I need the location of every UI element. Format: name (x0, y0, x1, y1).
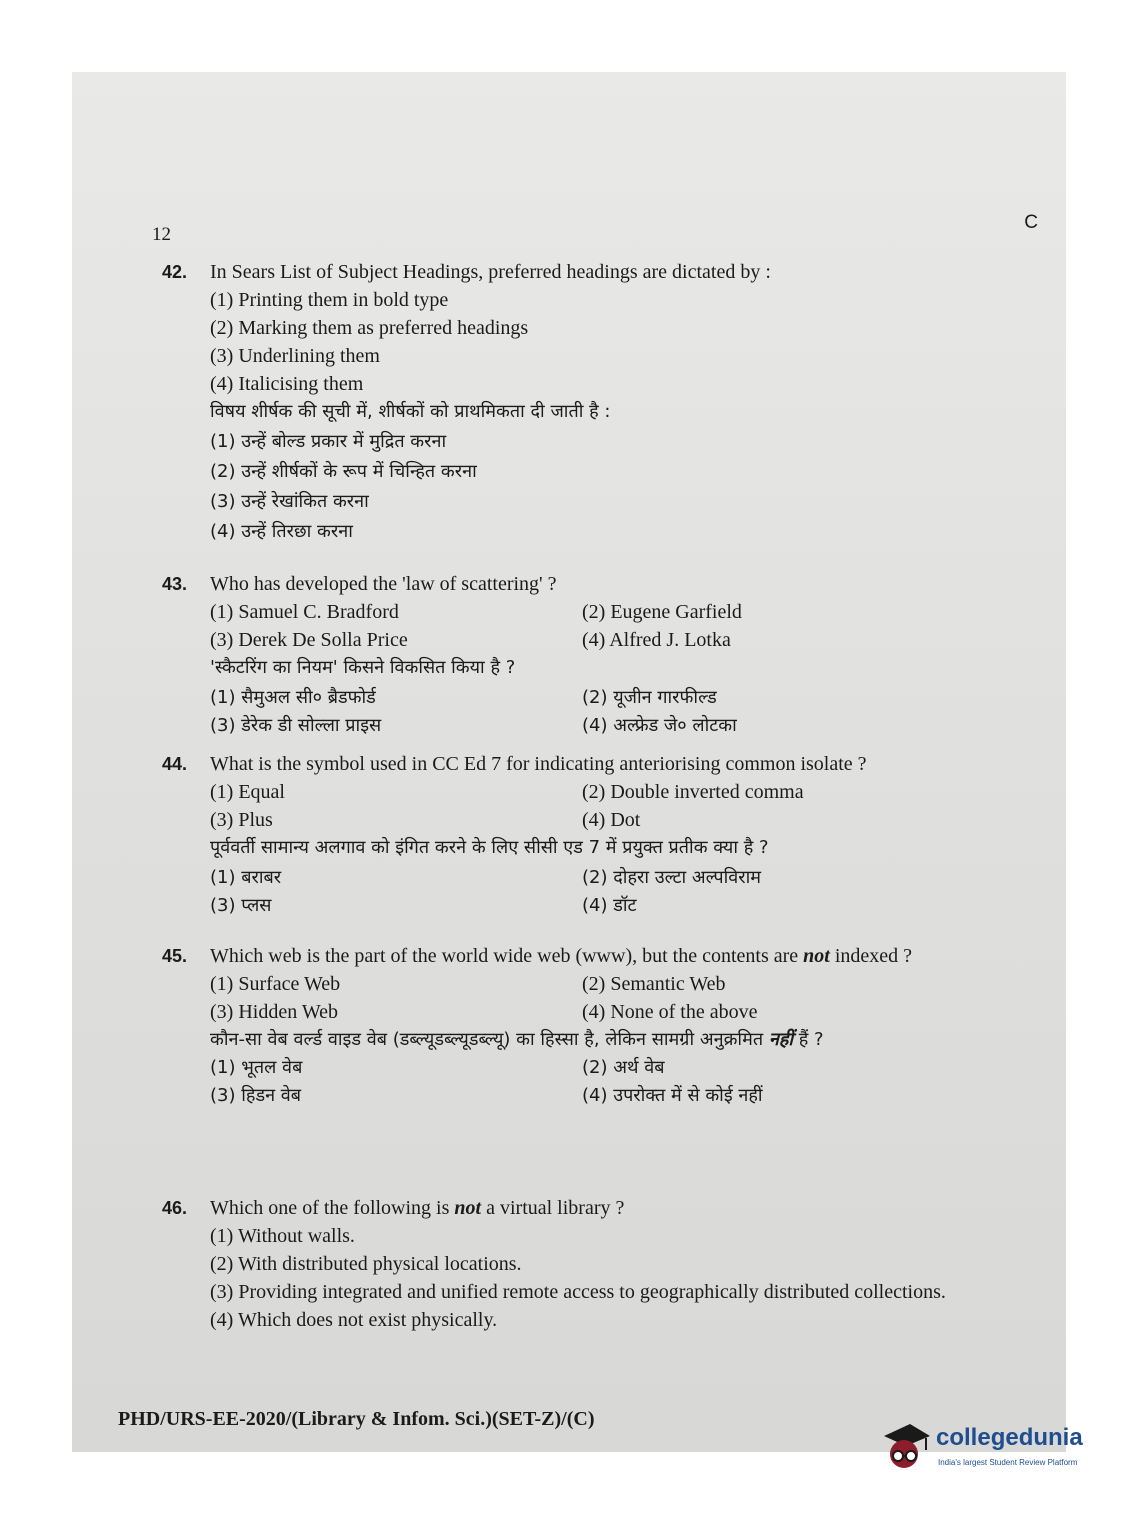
option-4: (4) None of the above (582, 1001, 758, 1023)
option-3: (3) Plus (210, 809, 273, 831)
question-text (210, 1194, 1042, 1222)
options-list (210, 1222, 1042, 1334)
hindi-option-1: (1) सैमुअल सी० ब्रैडफोर्ड (210, 687, 376, 708)
hindi-option-2: (2) उन्हें शीर्षकों के रूप में चिन्हित करना (210, 461, 477, 482)
hindi-question-text: 'स्कैटरिंग का नियम' किसने विकसित किया है ? (210, 657, 516, 678)
hindi-option-4: (4) डॉट (582, 895, 637, 916)
question-43 (162, 570, 1042, 740)
hindi-option-3: (3) हिडन वेब (210, 1085, 302, 1106)
hindi-question-text-part: हैं ? (798, 1029, 824, 1050)
page-number: 12 (152, 224, 171, 245)
question-text (210, 942, 1042, 970)
option-4: (4) Alfred J. Lotka (582, 629, 731, 651)
hindi-emphasis-word: नहीं (768, 1029, 794, 1050)
brand-name: collegedunia (936, 1424, 1083, 1451)
option-1: (1) Without walls. (210, 1225, 355, 1247)
question-text-part: a virtual library ? (486, 1197, 625, 1219)
question-text: Who has developed the 'law of scattering' ? (210, 573, 557, 595)
options-list (210, 286, 1042, 398)
option-4: (4) Which does not exist physically. (210, 1309, 498, 1331)
option-2: (2) Semantic Web (582, 973, 726, 995)
exam-code-footer: PHD/URS-EE-2020/(Library & Infom. Sci.)(SET-Z)/(C) (118, 1408, 595, 1430)
hindi-option-2: (2) अर्थ वेब (582, 1057, 665, 1078)
graduate-mascot-icon (880, 1418, 932, 1478)
hindi-question-text: विषय शीर्षक की सूची में, शीर्षकों को प्राथमिकता दी जाती है : (210, 401, 611, 422)
emphasis-word: not (803, 945, 830, 967)
question-number: 42. (162, 262, 188, 282)
option-3: (3) Derek De Solla Price (210, 629, 408, 651)
set-code: C (1024, 212, 1038, 233)
question-46 (162, 1194, 1042, 1334)
options-grid (210, 778, 1042, 834)
question-42 (162, 258, 1042, 548)
option-3: (3) Underlining them (210, 345, 380, 367)
option-3: (3) Providing integrated and unified remote access to geographically distributed collections. (210, 1281, 946, 1303)
hindi-option-3: (3) डेरेक डी सोल्ला प्राइस (210, 715, 382, 736)
hindi-option-3: (3) उन्हें रेखांकित करना (210, 491, 369, 512)
hindi-option-1: (1) उन्हें बोल्ड प्रकार में मुद्रित करना (210, 431, 447, 452)
question-number: 44. (162, 754, 188, 774)
option-1: (1) Samuel C. Bradford (210, 601, 399, 623)
hindi-option-4: (4) उपरोक्त में से कोई नहीं (582, 1085, 763, 1106)
option-4: (4) Dot (582, 809, 641, 831)
option-3: (3) Hidden Web (210, 1001, 338, 1023)
options-grid (210, 970, 1042, 1026)
option-2: (2) Marking them as preferred headings (210, 317, 529, 339)
hindi-options-grid (210, 1054, 1042, 1110)
question-text-part: Which web is the part of the world wide web (www), but the contents are (210, 945, 799, 967)
hindi-option-4: (4) उन्हें तिरछा करना (210, 521, 353, 542)
hindi-option-2: (2) यूजीन गारफील्ड (582, 687, 717, 708)
hindi-options-grid (210, 684, 1042, 740)
question-44 (162, 750, 1042, 920)
exam-page (72, 72, 1066, 1452)
collegedunia-logo (880, 1418, 1110, 1478)
hindi-option-1: (1) बराबर (210, 867, 282, 888)
hindi-option-4: (4) अल्फ्रेड जे० लोटका (582, 715, 737, 736)
question-text: In Sears List of Subject Headings, preferred headings are dictated by : (210, 261, 771, 283)
question-text: What is the symbol used in CC Ed 7 for indicating anteriorising common isolate ? (210, 753, 867, 775)
hindi-question-text-part: कौन-सा वेब वर्ल्ड वाइड वेब (डब्ल्यूडब्ल्यूडब्ल्यू) का हिस्सा है, लेकिन सामग्री अनुक्रमित (210, 1029, 764, 1050)
emphasis-word: not (454, 1197, 482, 1219)
hindi-options-grid (210, 864, 1042, 920)
question-number: 43. (162, 574, 188, 594)
option-2: (2) With distributed physical locations. (210, 1253, 522, 1275)
option-4: (4) Italicising them (210, 373, 364, 395)
hindi-options-list (210, 428, 1042, 548)
option-1: (1) Surface Web (210, 973, 341, 995)
question-text-part: Which one of the following is (210, 1197, 450, 1219)
option-2: (2) Double inverted comma (582, 781, 804, 803)
question-number: 46. (162, 1198, 188, 1218)
options-grid (210, 598, 1042, 654)
question-number: 45. (162, 946, 188, 966)
hindi-question-text (210, 1026, 1042, 1054)
question-45 (162, 942, 1042, 1110)
brand-tagline: India's largest Student Review Platform (938, 1458, 1078, 1467)
option-1: (1) Printing them in bold type (210, 289, 449, 311)
hindi-question-text: पूर्ववर्ती सामान्य अलगाव को इंगित करने के लिए सीसी एड 7 में प्रयुक्त प्रतीक क्या है ? (210, 837, 769, 858)
question-text-part: indexed ? (834, 945, 913, 967)
hindi-option-3: (3) प्लस (210, 895, 272, 916)
hindi-option-1: (1) भूतल वेब (210, 1057, 303, 1078)
option-2: (2) Eugene Garfield (582, 601, 742, 623)
hindi-option-2: (2) दोहरा उल्टा अल्पविराम (582, 867, 762, 888)
option-1: (1) Equal (210, 781, 285, 803)
